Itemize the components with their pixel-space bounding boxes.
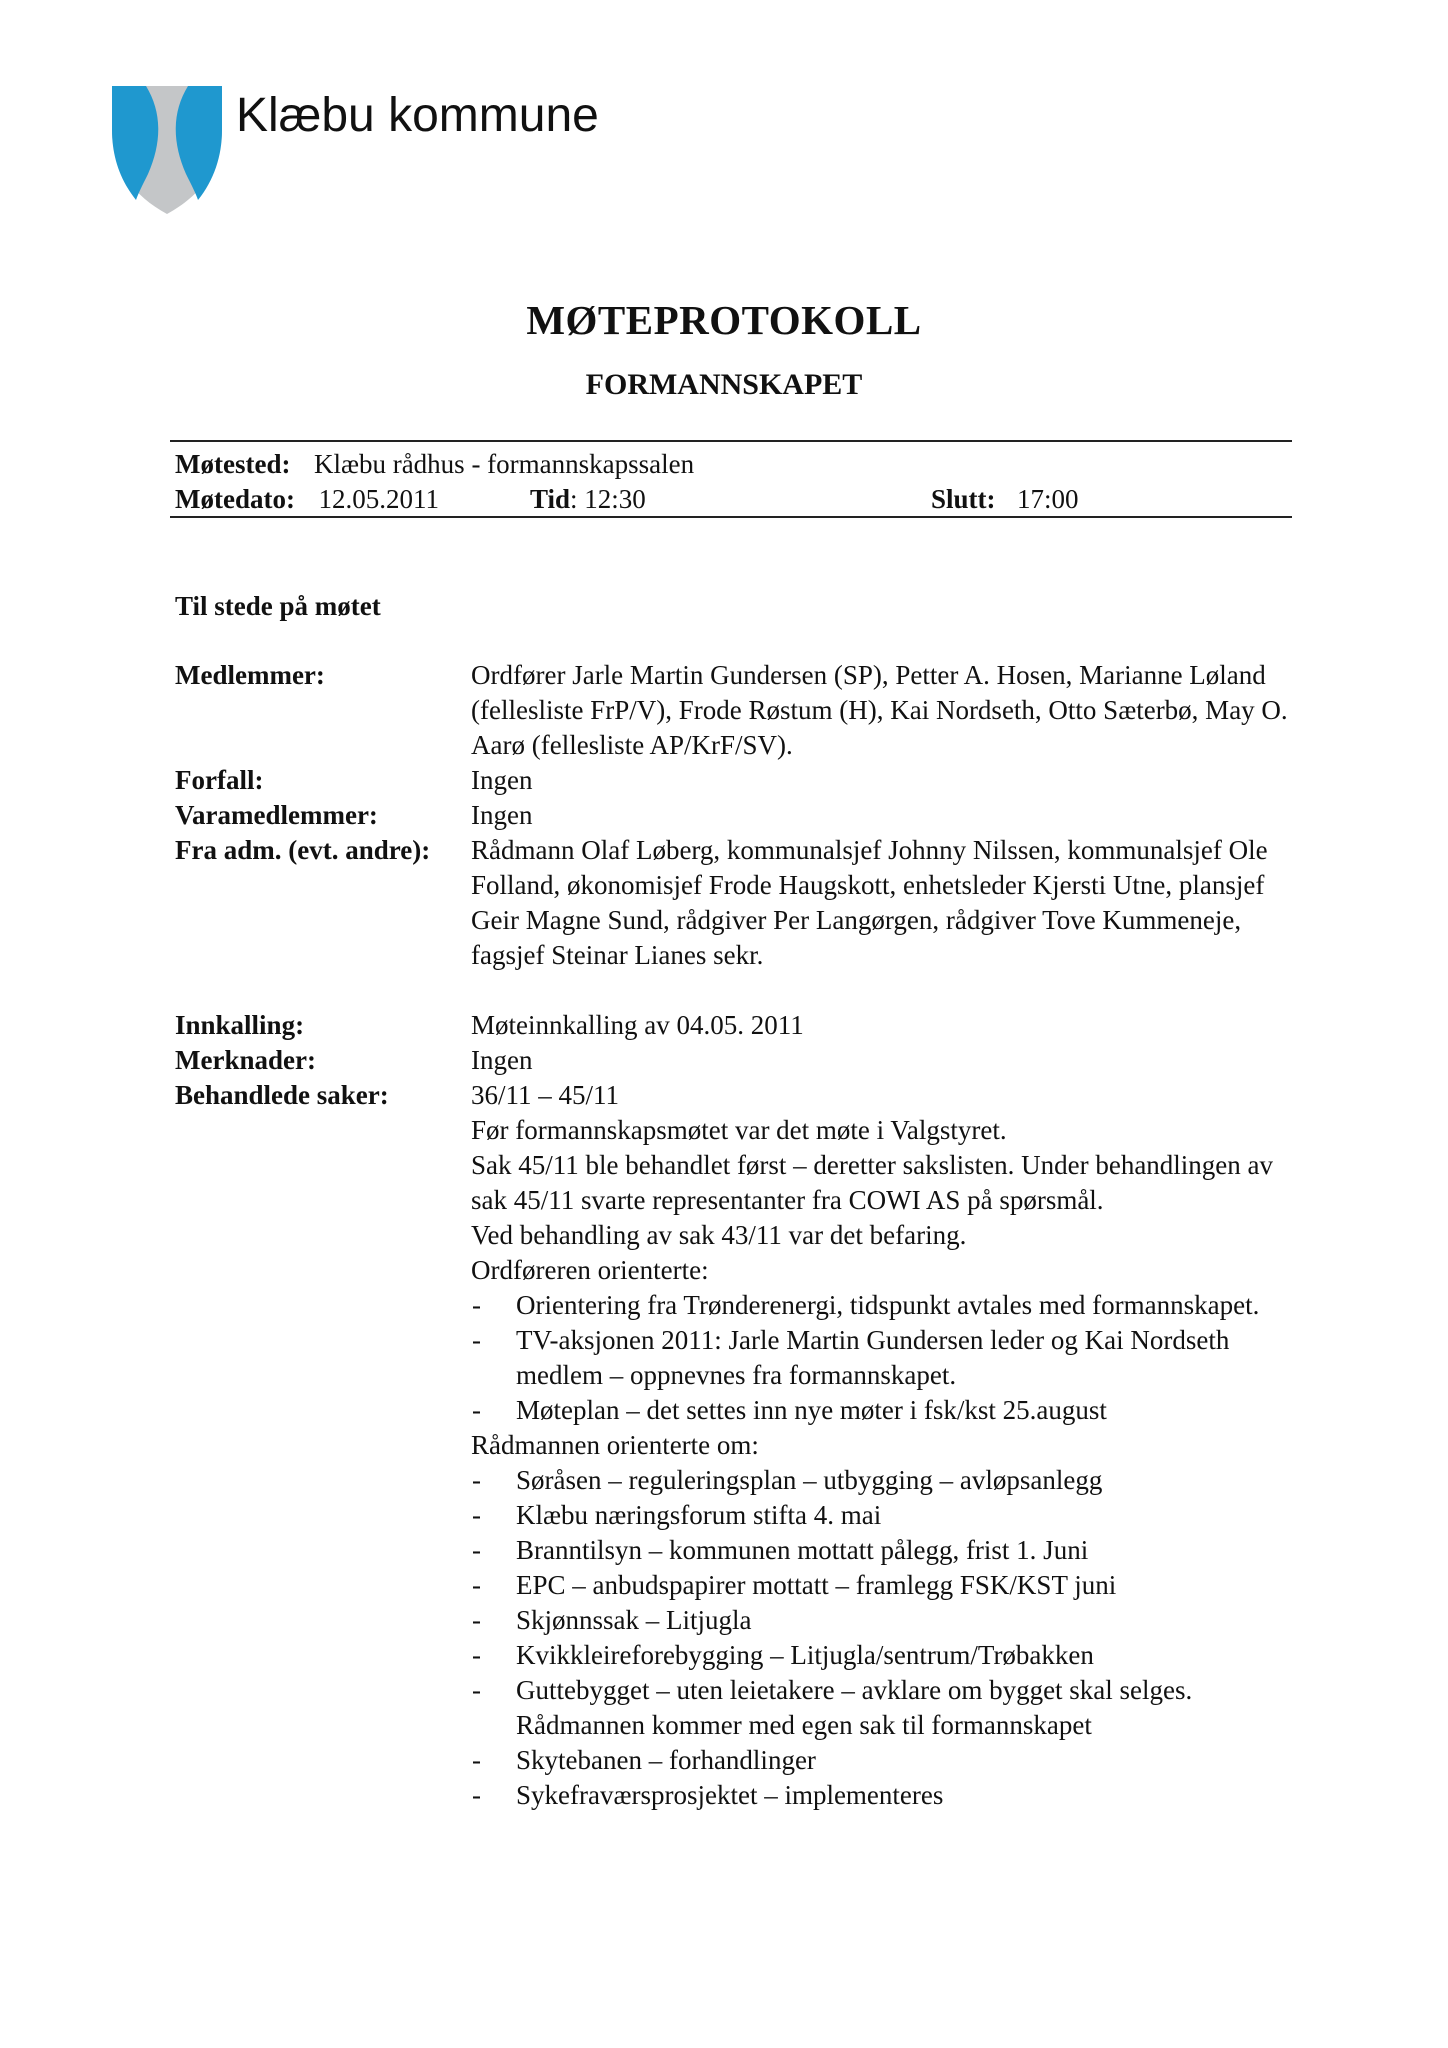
cases-range: 36/11 – 45/11 [471,1080,619,1110]
deputies-value: Ingen [471,800,533,830]
absent-row [175,763,1295,798]
list-item [471,1533,1295,1568]
list-item [471,1603,1295,1638]
bullet-dash: - [472,1745,481,1775]
case-note: Sak 45/11 ble behandlet først – deretter sakslisten. Under behandlingen av sak 45/11 svarte representanter fra COWI AS på spørsmål. [471,1150,1274,1215]
mayor-items-list [471,1288,1295,1428]
list-item [471,1778,1295,1813]
members-value: Ordfører Jarle Martin Gundersen (SP), Petter A. Hosen, Marianne Løland (fellesliste FrP/V), Frode Røstum (H), Kai Nordseth, Otto Sæterbø, May O. Aarø (fellesliste AP/KrF/SV). [471,660,1288,760]
section-spacer [175,973,1295,1008]
municipality-name: Klæbu kommune [236,89,599,142]
meeting-place-row [175,449,694,480]
meeting-date-label: Møtedato: [175,484,295,514]
cases-row [175,1078,1295,1813]
list-item [471,1323,1295,1393]
meeting-end-label: Slutt: [931,484,996,514]
remarks-value: Ingen [471,1045,533,1075]
list-item-text: Guttebygget – uten leietakere – avklare om bygget skal selges. Rådmannen kommer med egen sak til formannskapet [516,1675,1193,1740]
remarks-label: Merknader: [175,1045,316,1075]
bullet-dash: - [472,1605,481,1635]
list-item-text: TV-aksjonen 2011: Jarle Martin Gundersen leder og Kai Nordseth medlem – oppnevnes fra formannskapet. [516,1325,1230,1390]
deputies-label: Varamedlemmer: [175,800,378,830]
list-item-text: Møteplan – det settes inn nye møter i fsk/kst 25.august [516,1395,1107,1425]
bullet-dash: - [472,1675,481,1705]
bullet-dash: - [472,1570,481,1600]
list-item-text: Sykefraværsprosjektet – implementeres [516,1780,944,1810]
municipality-coat-of-arms-icon [112,86,222,214]
document-title: MØTEPROTOKOLL [526,297,922,343]
meeting-date-value: 12.05.2011 [318,484,439,514]
list-item-text: Skjønnssak – Litjugla [516,1605,752,1635]
document-subtitle: FORMANNSKAPET [585,368,863,401]
bullet-dash: - [472,1500,481,1530]
list-item-text: Kvikkleireforebygging – Litjugla/sentrum/Trøbakken [516,1640,1094,1670]
meta-rule-top [170,440,1292,442]
bullet-dash: - [472,1465,481,1495]
list-item [471,1463,1295,1498]
protocol-body [175,658,1295,1813]
meta-rule-bottom [170,516,1292,518]
remarks-row [175,1043,1295,1078]
list-item [471,1568,1295,1603]
list-item-text: Orientering fra Trønderenergi, tidspunkt avtales med formannskapet. [516,1290,1260,1320]
members-row [175,658,1295,763]
meeting-time-value: : 12:30 [570,484,646,514]
list-item [471,1498,1295,1533]
bullet-dash: - [472,1395,481,1425]
notice-label: Innkalling: [175,1010,305,1040]
list-item [471,1288,1295,1323]
cases-label: Behandlede saker: [175,1080,389,1110]
deputies-row [175,798,1295,833]
meeting-place-value: Klæbu rådhus - formannskapssalen [313,449,695,479]
admin-items-list [471,1463,1295,1813]
admin-label: Fra adm. (evt. andre): [175,835,431,865]
list-item [471,1393,1295,1428]
meeting-place-label: Møtested: [175,449,291,479]
case-note: Ved behandling av sak 43/11 var det befaring. [471,1220,967,1250]
bullet-dash: - [472,1290,481,1320]
list-item [471,1743,1295,1778]
list-item-text: Branntilsyn – kommunen mottatt pålegg, frist 1. Juni [516,1535,1089,1565]
list-item-text: Skytebanen – forhandlinger [516,1745,816,1775]
mayor-intro: Ordføreren orienterte: [471,1255,709,1285]
list-item [471,1673,1295,1743]
bullet-dash: - [472,1640,481,1670]
members-label: Medlemmer: [175,660,325,690]
attendance-heading: Til stede på møtet [175,591,381,621]
admin-intro: Rådmannen orienterte om: [471,1430,759,1460]
admin-value: Rådmann Olaf Løberg, kommunalsjef Johnny Nilssen, kommunalsjef Ole Folland, økonomisjef Frode Haugskott, enhetsleder Kjersti Utne, plansjef Geir Magne Sund, rådgiver Per Langørgen, rådgiver Tove Kummeneje, fagsjef Steinar Lianes sekr. [471,835,1268,970]
bullet-dash: - [472,1325,481,1355]
absent-label: Forfall: [175,765,264,795]
absent-value: Ingen [471,765,533,795]
admin-row [175,833,1295,973]
notice-row [175,1008,1295,1043]
bullet-dash: - [472,1780,481,1810]
meeting-time-label: Tid [530,484,571,514]
list-item-text: EPC – anbudspapirer mottatt – framlegg FSK/KST juni [516,1570,1117,1600]
case-note: Før formannskapsmøtet var det møte i Valgstyret. [471,1115,1007,1145]
bullet-dash: - [472,1535,481,1565]
list-item-text: Søråsen – reguleringsplan – utbygging – avløpsanlegg [516,1465,1103,1495]
cases-content [471,1078,1295,1813]
notice-value: Møteinnkalling av 04.05. 2011 [471,1010,804,1040]
list-item [471,1638,1295,1673]
meeting-end-value: 17:00 [1017,484,1079,514]
list-item-text: Klæbu næringsforum stifta 4. mai [516,1500,882,1530]
